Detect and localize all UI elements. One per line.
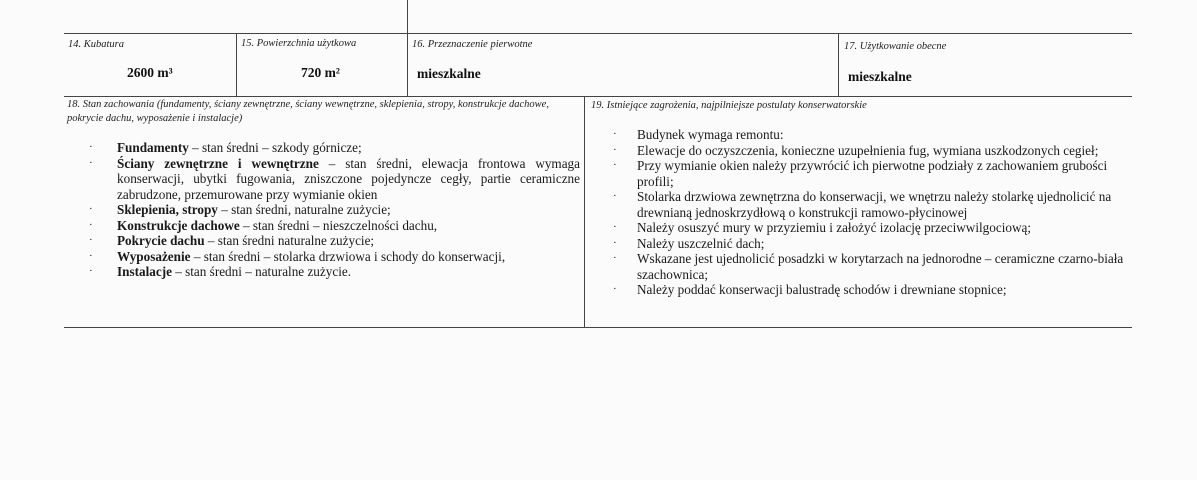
list-item (89, 202, 580, 218)
list-item (89, 248, 580, 265)
list-item (89, 233, 580, 249)
bullet-icon: · (613, 159, 617, 171)
item-text: Należy osuszyć mury w przyziemiu i założyć izolację przeciwwilgociową; (637, 220, 1031, 235)
item-text: – stan średni naturalne zużycie; (204, 233, 375, 248)
list-item (613, 127, 1127, 143)
item-heading: Sklepienia, stropy (117, 202, 218, 217)
field-14-label: 14. Kubatura (68, 39, 125, 50)
field-15-label: 15. Powierzchnia użytkowa (241, 38, 357, 49)
top-divider (407, 0, 408, 33)
list-item (613, 251, 1127, 282)
item-text: – stan średni – nieszczelności dachu, (239, 217, 438, 233)
col-divider-15-16 (407, 33, 408, 96)
field-14-value: 2600 m³ (127, 65, 173, 80)
table-top-border (64, 33, 1132, 34)
field-16-label: 16. Przeznaczenie pierwotne (412, 39, 533, 50)
field-16-value: mieszkalne (417, 66, 481, 81)
list-item (613, 189, 1127, 220)
bullet-icon: · (613, 221, 617, 233)
field-17-value: mieszkalne (848, 69, 912, 84)
bullet-icon: · (89, 203, 93, 215)
section-18-list (89, 140, 580, 280)
list-item (613, 282, 1127, 298)
item-heading: Pokrycie dachu (117, 233, 205, 248)
list-item (89, 155, 580, 203)
section-19-label: 19. Istniejące zagrożenia, najpilniejsze postulaty konserwatorskie (591, 100, 867, 111)
item-heading: Wyposażenie (117, 248, 191, 264)
bullet-icon: · (89, 156, 93, 169)
item-heading: Fundamenty (117, 140, 189, 155)
item-heading: Konstrukcje dachowe (117, 217, 240, 233)
bullet-icon: · (89, 234, 93, 246)
section-19-list (613, 127, 1127, 298)
item-text: – stan średni, naturalne zużycie; (217, 202, 391, 217)
field-17-label: 17. Użytkowanie obecne (844, 41, 947, 52)
item-text: – stan średni – naturalne zużycie. (171, 264, 352, 279)
item-text: Należy poddać konserwacji balustradę schodów i drewniane stopnice; (637, 282, 1007, 297)
col-divider-14-15 (236, 33, 237, 96)
bullet-icon: · (613, 252, 617, 264)
bullet-icon: · (89, 249, 93, 262)
item-text: Elewacje do oczyszczenia, konieczne uzupełnienia fug, wymiana uszkodzonych cegieł; (637, 142, 1099, 158)
table-bottom-border (64, 327, 1132, 328)
bullet-icon: · (613, 236, 617, 249)
list-item (89, 264, 580, 280)
bullet-icon: · (613, 143, 617, 156)
list-item (613, 235, 1127, 252)
item-text: Należy uszczelnić dach; (637, 235, 765, 251)
col-divider-16-17 (838, 33, 839, 96)
bullet-icon: · (89, 218, 93, 231)
bullet-icon: · (89, 265, 93, 277)
item-text: Budynek wymaga remontu: (637, 127, 784, 142)
item-heading: Instalacje (117, 264, 172, 279)
item-text: Wskazane jest ujednolicić posadzki w korytarzach na jednorodne – ceramiczne czarno-biała szachownica; (637, 251, 1124, 282)
list-item (89, 140, 580, 156)
row-divider (64, 96, 1132, 97)
item-text: – stan średni – stolarka drzwiowa i schody do konserwacji, (190, 248, 506, 264)
list-item (613, 158, 1127, 189)
section-18-label: 18. Stan zachowania (fundamenty, ściany zewnętrzne, ściany wewnętrzne, sklepienia, stropy, konstrukcje dachowe, pokrycie dachu, wyposażenie i instalacje) (67, 99, 549, 124)
item-heading: Ściany zewnętrzne i wewnętrzne (117, 155, 319, 171)
item-text: – stan średni, elewacja frontowa wymaga konserwacji, ubytki fugowania, zniszczone pojedyncze cegły, partie ceramiczne zabrudzone, przemurowane przy wymianie okien (117, 155, 580, 202)
list-item (613, 142, 1127, 159)
bullet-icon: · (613, 128, 617, 140)
bullet-icon: · (613, 283, 617, 295)
col-divider-18-19 (584, 96, 585, 327)
bullet-icon: · (89, 141, 93, 153)
item-text: – stan średni – szkody górnicze; (188, 140, 362, 155)
bullet-icon: · (613, 190, 617, 202)
list-item (613, 220, 1127, 236)
list-item (89, 217, 580, 234)
field-15-value: 720 m² (301, 65, 340, 80)
item-text: Przy wymianie okien należy przywrócić ich pierwotne podziały z zachowaniem grubości profili; (637, 158, 1108, 189)
item-text: Stolarka drzwiowa zewnętrzna do konserwacji, we wnętrzu należy stolarkę ujednolicić na drewnianą jednoskrzydłową o konstrukcji ramowo-płycinowej (637, 189, 1112, 220)
